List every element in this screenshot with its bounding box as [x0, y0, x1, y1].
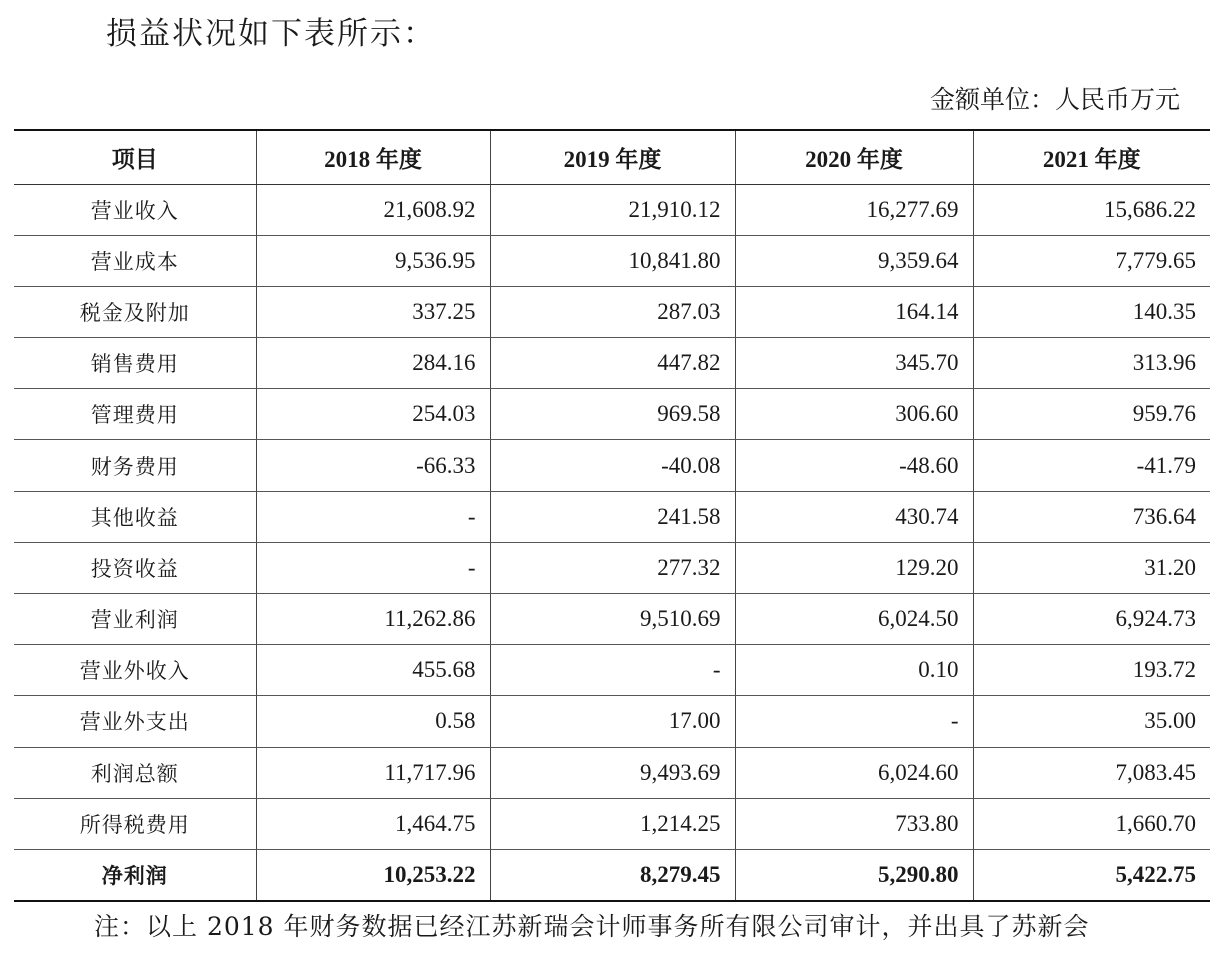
row-label: 所得税费用 — [14, 798, 256, 849]
value-cell: - — [735, 696, 973, 747]
value-cell: 9,510.69 — [490, 594, 735, 645]
row-label: 销售费用 — [14, 338, 256, 389]
header-2021: 2021 年度 — [973, 130, 1210, 184]
table-total-row — [14, 849, 1210, 900]
value-cell: -66.33 — [256, 440, 490, 491]
table-row — [14, 184, 1210, 235]
value-cell: 9,359.64 — [735, 235, 973, 286]
amount-unit-note: 金额单位：人民币万元 — [929, 85, 1180, 114]
table-header-row — [14, 130, 1210, 184]
row-label: 营业成本 — [14, 235, 256, 286]
value-cell: 16,277.69 — [735, 184, 973, 235]
value-cell: 8,279.45 — [490, 849, 735, 900]
value-cell: 733.80 — [735, 798, 973, 849]
row-label: 其他收益 — [14, 491, 256, 542]
value-cell: 7,083.45 — [973, 747, 1210, 798]
value-cell: 1,464.75 — [256, 798, 490, 849]
row-label: 投资收益 — [14, 542, 256, 593]
value-cell: 6,024.50 — [735, 594, 973, 645]
section-heading: 损益状况如下表所示： — [106, 16, 436, 52]
value-cell: 193.72 — [973, 645, 1210, 696]
value-cell: 969.58 — [490, 389, 735, 440]
table-row — [14, 440, 1210, 491]
table-row — [14, 645, 1210, 696]
value-cell: 736.64 — [973, 491, 1210, 542]
table-row — [14, 696, 1210, 747]
value-cell: - — [490, 645, 735, 696]
value-cell: 129.20 — [735, 542, 973, 593]
value-cell: 1,214.25 — [490, 798, 735, 849]
value-cell: 15,686.22 — [973, 184, 1210, 235]
value-cell: 284.16 — [256, 338, 490, 389]
table-row — [14, 542, 1210, 593]
table-row — [14, 798, 1210, 849]
table-row — [14, 338, 1210, 389]
header-2019: 2019 年度 — [490, 130, 735, 184]
value-cell: 254.03 — [256, 389, 490, 440]
value-cell: 345.70 — [735, 338, 973, 389]
value-cell: 164.14 — [735, 286, 973, 337]
row-label: 利润总额 — [14, 747, 256, 798]
table-row — [14, 389, 1210, 440]
row-label: 营业外收入 — [14, 645, 256, 696]
value-cell: 21,608.92 — [256, 184, 490, 235]
table-row — [14, 594, 1210, 645]
value-cell: 0.58 — [256, 696, 490, 747]
value-cell: 241.58 — [490, 491, 735, 542]
header-item: 项目 — [14, 130, 256, 184]
table-row — [14, 491, 1210, 542]
table-body — [14, 184, 1210, 901]
row-label: 税金及附加 — [14, 286, 256, 337]
value-cell: 0.10 — [735, 645, 973, 696]
row-label: 营业收入 — [14, 184, 256, 235]
value-cell: 140.35 — [973, 286, 1210, 337]
value-cell: 10,253.22 — [256, 849, 490, 900]
value-cell: 21,910.12 — [490, 184, 735, 235]
row-label: 管理费用 — [14, 389, 256, 440]
table-row — [14, 235, 1210, 286]
value-cell: 10,841.80 — [490, 235, 735, 286]
table-row — [14, 286, 1210, 337]
value-cell: 447.82 — [490, 338, 735, 389]
value-cell: 430.74 — [735, 491, 973, 542]
footnote: 注：以上 2018 年财务数据已经江苏新瑞会计师事务所有限公司审计，并出具了苏新会 — [94, 912, 1090, 941]
row-label: 财务费用 — [14, 440, 256, 491]
value-cell: -41.79 — [973, 440, 1210, 491]
value-cell: 9,493.69 — [490, 747, 735, 798]
value-cell: 35.00 — [973, 696, 1210, 747]
value-cell: 11,717.96 — [256, 747, 490, 798]
value-cell: 1,660.70 — [973, 798, 1210, 849]
value-cell: 11,262.86 — [256, 594, 490, 645]
value-cell: -40.08 — [490, 440, 735, 491]
value-cell: 7,779.65 — [973, 235, 1210, 286]
row-label: 营业利润 — [14, 594, 256, 645]
value-cell: -48.60 — [735, 440, 973, 491]
value-cell: 306.60 — [735, 389, 973, 440]
header-2020: 2020 年度 — [735, 130, 973, 184]
value-cell: 455.68 — [256, 645, 490, 696]
table-row — [14, 747, 1210, 798]
value-cell: 9,536.95 — [256, 235, 490, 286]
value-cell: - — [256, 542, 490, 593]
value-cell: 31.20 — [973, 542, 1210, 593]
value-cell: 277.32 — [490, 542, 735, 593]
header-2018: 2018 年度 — [256, 130, 490, 184]
value-cell: 6,924.73 — [973, 594, 1210, 645]
value-cell: 287.03 — [490, 286, 735, 337]
value-cell: 5,422.75 — [973, 849, 1210, 900]
value-cell: 959.76 — [973, 389, 1210, 440]
value-cell: 337.25 — [256, 286, 490, 337]
value-cell: 6,024.60 — [735, 747, 973, 798]
row-label: 营业外支出 — [14, 696, 256, 747]
value-cell: 313.96 — [973, 338, 1210, 389]
value-cell: 5,290.80 — [735, 849, 973, 900]
row-label: 净利润 — [14, 849, 256, 900]
value-cell: - — [256, 491, 490, 542]
income-statement-table — [14, 129, 1210, 902]
value-cell: 17.00 — [490, 696, 735, 747]
